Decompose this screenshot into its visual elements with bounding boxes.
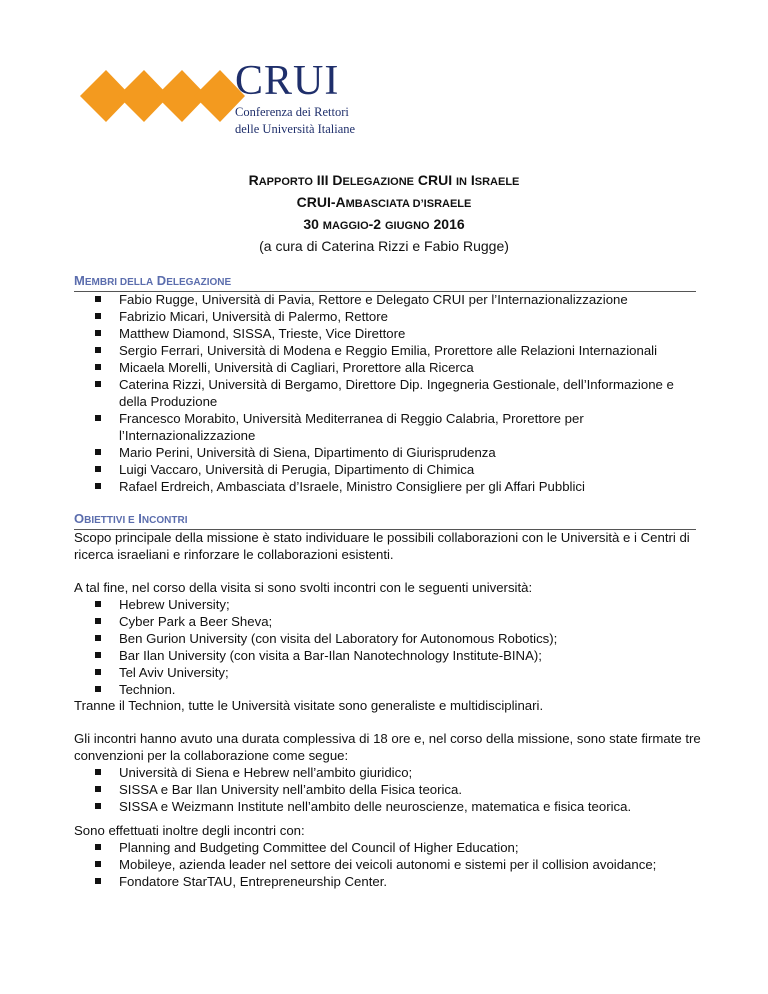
list-item: Hebrew University; xyxy=(94,596,704,613)
logo-subtitle-1: Conferenza dei Rettori xyxy=(235,105,349,119)
agreements-intro: Gli incontri hanno avuto una durata complessiva di 18 ore e, nel corso della missione, sono state firmate tre convenzioni per la collaborazione come segue: xyxy=(74,731,701,763)
list-item: Università di Siena e Hebrew nell’ambito giuridico; xyxy=(94,764,704,781)
visits-intro: A tal fine, nel corso della visita si sono svolti incontri con le seguenti università: xyxy=(74,580,533,595)
objectives-intro: Scopo principale della missione è stato individuare le possibili collaborazioni con le Università e i Centri di ricerca israeliani e rinforzare le collaborazioni esistenti. xyxy=(74,530,690,562)
agreements-list xyxy=(94,764,704,815)
title-line-3: 30 MAGGIO-2 GIUGNO 2016 xyxy=(303,216,465,232)
list-item: Micaela Morelli, Università di Cagliari, Prorettore alla Ricerca xyxy=(94,359,704,376)
list-item: Mario Perini, Università di Siena, Dipartimento di Giurisprudenza xyxy=(94,444,704,461)
list-item: Fabio Rugge, Università di Pavia, Rettore e Delegato CRUI per l’Internazionalizzazione xyxy=(94,291,704,308)
list-item: Fondatore StarTAU, Entrepreneurship Center. xyxy=(94,873,704,890)
list-item: Bar Ilan University (con visita a Bar-Ilan Nanotechnology Institute-BINA); xyxy=(94,647,704,664)
title-line-1: RAPPORTO III DELEGAZIONE CRUI IN ISRAELE xyxy=(248,172,520,188)
logo-subtitle-2: delle Università Italiane xyxy=(235,122,356,136)
list-item: Luigi Vaccaro, Università di Perugia, Dipartimento di Chimica xyxy=(94,461,704,478)
list-item: SISSA e Weizmann Institute nell’ambito delle neuroscienze, matematica e fisica teorica. xyxy=(94,798,704,815)
other-meetings-intro: Sono effettuati inoltre degli incontri con: xyxy=(74,823,305,838)
other-meetings-list xyxy=(94,839,704,890)
section-heading-members: MEMBRI DELLA DELEGAZIONE xyxy=(74,273,696,292)
list-item: Matthew Diamond, SISSA, Trieste, Vice Direttore xyxy=(94,325,704,342)
technion-note: Tranne il Technion, tutte le Università visitate sono generaliste e multidisciplinari. xyxy=(74,698,544,713)
list-item: Fabrizio Micari, Università di Palermo, Rettore xyxy=(94,308,704,325)
title-line-2: CRUI-AMBASCIATA D’ISRAELE xyxy=(296,194,472,210)
title-subtitle: (a cura di Caterina Rizzi e Fabio Rugge) xyxy=(259,238,509,254)
list-item: SISSA e Bar Ilan University nell’ambito della Fisica teorica. xyxy=(94,781,704,798)
list-item: Mobileye, azienda leader nel settore dei veicoli autonomi e sistemi per il collision avoidance; xyxy=(94,856,704,873)
logo-name: CRUI xyxy=(235,58,340,104)
list-item: Cyber Park a Beer Sheva; xyxy=(94,613,704,630)
report-title xyxy=(0,170,768,256)
list-item: Francesco Morabito, Università Mediterranea di Reggio Calabria, Prorettore per l’Internazionalizzazione xyxy=(94,410,704,444)
list-item: Planning and Budgeting Committee del Council of Higher Education; xyxy=(94,839,704,856)
list-item: Rafael Erdreich, Ambasciata d’Israele, Ministro Consigliere per gli Affari Pubblici xyxy=(94,478,704,495)
list-item: Caterina Rizzi, Università di Bergamo, Direttore Dip. Ingegneria Gestionale, dell’Informazione e della Produzione xyxy=(94,376,704,410)
list-item: Sergio Ferrari, Università di Modena e Reggio Emilia, Prorettore alle Relazioni Internazionali xyxy=(94,342,704,359)
list-item: Technion. xyxy=(94,681,704,698)
universities-list xyxy=(94,596,704,698)
section-heading-objectives: OBIETTIVI E INCONTRI xyxy=(74,511,696,530)
logo-text xyxy=(235,60,355,136)
members-list xyxy=(94,291,704,495)
list-item: Ben Gurion University (con visita del Laboratory for Autonomous Robotics); xyxy=(94,630,704,647)
list-item: Tel Aviv University; xyxy=(94,664,704,681)
